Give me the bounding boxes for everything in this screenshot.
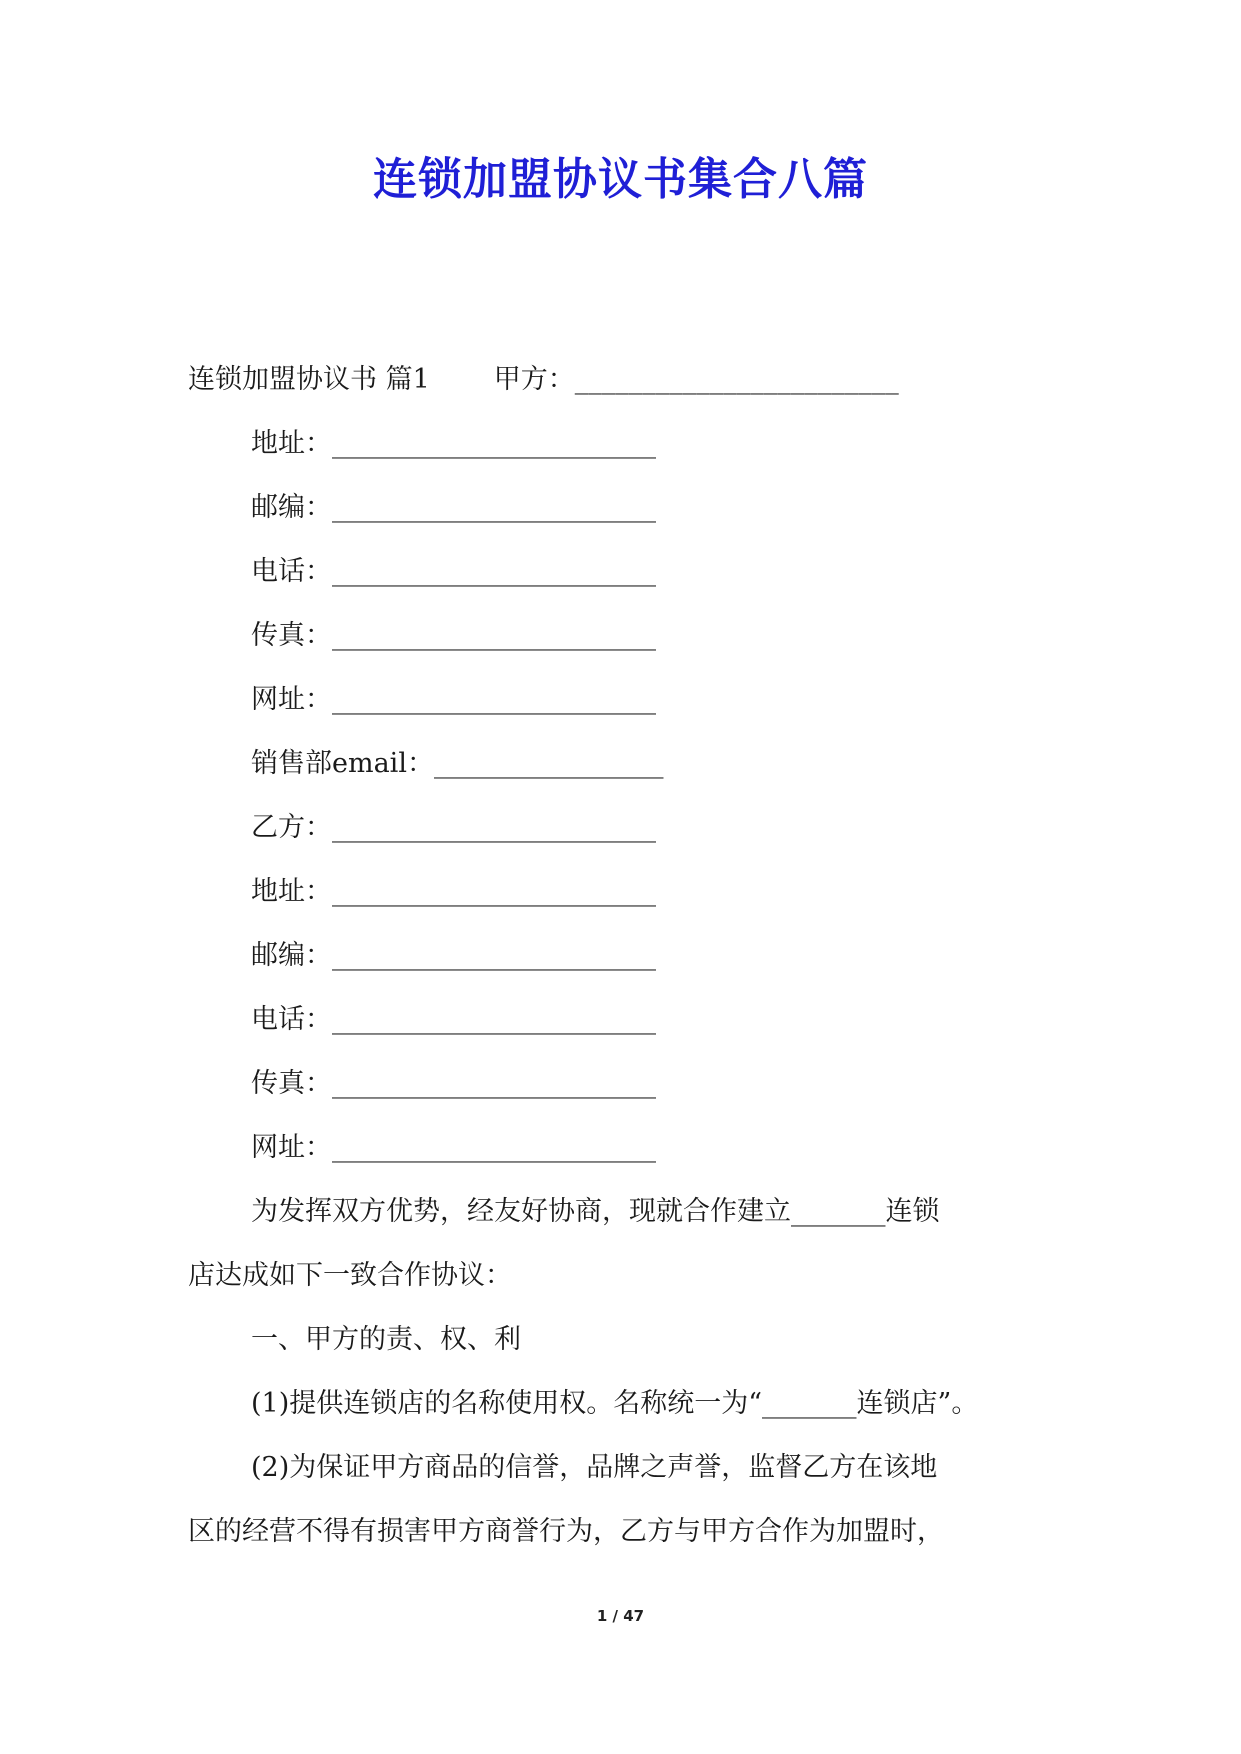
party-b-website: 网址：________________________ xyxy=(251,1132,656,1163)
party-a-phone: 电话：________________________ xyxy=(251,556,656,587)
intro-paragraph-line-2: 店达成如下一致合作协议： xyxy=(188,1260,512,1291)
party-a-label: 甲方：________________________ xyxy=(493,364,899,395)
clause-1: (1)提供连锁店的名称使用权。名称统一为“_______连锁店”。 xyxy=(251,1388,979,1419)
section-heading-line xyxy=(188,360,899,400)
page-number: 1 / 47 xyxy=(596,1607,645,1625)
party-b-fax: 传真：________________________ xyxy=(251,1068,656,1099)
party-a-address: 地址：________________________ xyxy=(251,428,656,459)
party-b-label: 乙方：________________________ xyxy=(251,812,656,843)
intro-paragraph-line-1: 为发挥双方优势，经友好协商，现就合作建立_______连锁 xyxy=(251,1196,940,1227)
party-a-fax: 传真：________________________ xyxy=(251,620,656,651)
party-a-postcode: 邮编：________________________ xyxy=(251,492,656,523)
clause-heading: 一、甲方的责、权、利 xyxy=(251,1324,521,1355)
party-b-postcode: 邮编：________________________ xyxy=(251,940,656,971)
party-b-address: 地址：________________________ xyxy=(251,876,656,907)
section-heading: 连锁加盟协议书 篇1 xyxy=(188,364,430,395)
party-a-sales-email: 销售部email：_________________ xyxy=(251,748,664,779)
document-title: 连锁加盟协议书集合八篇 xyxy=(373,154,868,205)
party-a-website: 网址：________________________ xyxy=(251,684,656,715)
clause-2-line-2: 区的经营不得有损害甲方商誉行为，乙方与甲方合作为加盟时， xyxy=(188,1516,944,1547)
party-b-phone: 电话：________________________ xyxy=(251,1004,656,1035)
clause-2-line-1: (2)为保证甲方商品的信誉，品牌之声誉，监督乙方在该地 xyxy=(251,1452,938,1483)
